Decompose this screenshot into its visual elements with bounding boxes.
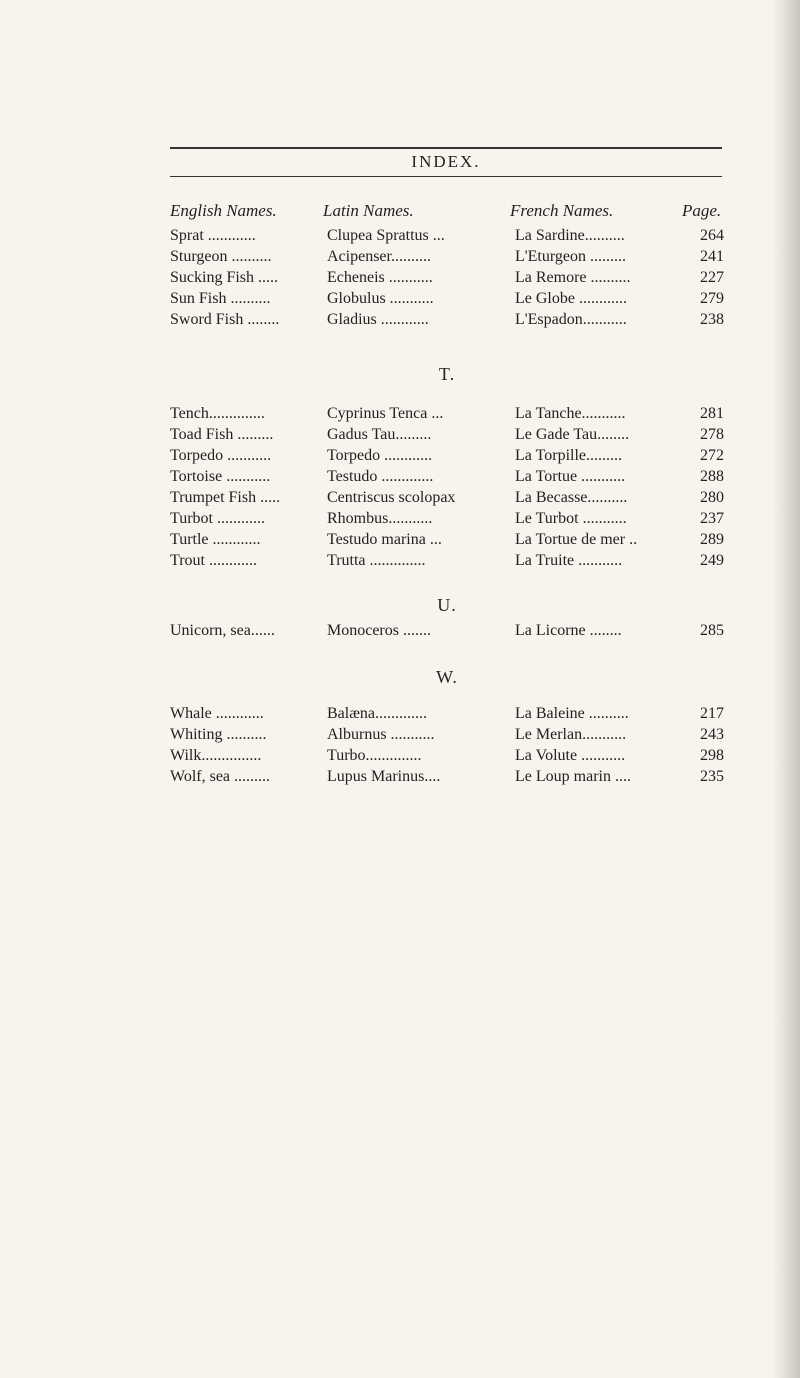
page-number: 272 [700, 447, 724, 464]
french-name: La Truite ........... [515, 552, 623, 569]
latin-name: Acipenser.......... [327, 248, 431, 265]
page-number: 249 [700, 552, 724, 569]
column-header-latin: Latin Names. [323, 201, 414, 220]
latin-name: Echeneis ........... [327, 269, 433, 286]
page-number: 280 [700, 489, 724, 506]
english-name: Whale ............ [170, 705, 264, 722]
french-name: Le Turbot ........... [515, 510, 627, 527]
latin-name: Alburnus ........... [327, 726, 435, 743]
page-number: 285 [700, 622, 724, 639]
french-name: Le Globe ............ [515, 290, 627, 307]
page-number: 217 [700, 705, 724, 722]
page-number: 227 [700, 269, 724, 286]
page-number: 298 [700, 747, 724, 764]
header-rule-bottom [170, 176, 722, 177]
index-entry [170, 309, 724, 330]
index-entry [170, 487, 724, 508]
index-entry [170, 246, 724, 267]
latin-name: Turbo.............. [327, 747, 422, 764]
latin-name: Trutta .............. [327, 552, 426, 569]
page-number: 281 [700, 405, 724, 422]
english-name: Sun Fish .......... [170, 290, 271, 307]
french-name: Le Loup marin .... [515, 768, 631, 785]
page-number: 238 [700, 311, 724, 328]
latin-name: Testudo ............. [327, 468, 434, 485]
page-number: 288 [700, 468, 724, 485]
english-name: Sucking Fish ..... [170, 269, 279, 286]
latin-name: Centriscus scolopax [327, 489, 456, 506]
index-entry [170, 466, 724, 487]
english-name: Trumpet Fish ..... [170, 489, 281, 506]
index-entry [170, 529, 724, 550]
latin-name: Globulus ........... [327, 290, 434, 307]
english-name: Wilk............... [170, 747, 262, 764]
latin-name: Testudo marina ... [327, 531, 442, 548]
french-name: La Baleine .......... [515, 705, 629, 722]
english-name: Tench.............. [170, 405, 265, 422]
latin-name: Monoceros ....... [327, 622, 431, 639]
page-edge-shadow [772, 0, 800, 1378]
english-name: Sword Fish ........ [170, 311, 280, 328]
french-name: La Tortue de mer .. [515, 531, 638, 548]
latin-name: Balæna............. [327, 705, 427, 722]
french-name: La Sardine.......... [515, 227, 625, 244]
index-entry [170, 225, 724, 246]
section-letter: T. [438, 364, 456, 384]
column-header-page: Page. [682, 201, 722, 220]
french-name: La Tanche........... [515, 405, 626, 422]
index-entry [170, 508, 724, 529]
english-name: Sprat ............ [170, 227, 256, 244]
french-name: Le Merlan........... [515, 726, 627, 743]
english-name: Wolf, sea ......... [170, 768, 271, 785]
header-rule-top [170, 147, 722, 149]
english-name: Toad Fish ......... [170, 426, 274, 443]
french-name: La Volute ........... [515, 747, 626, 764]
latin-name: Rhombus........... [327, 510, 433, 527]
section-letter: W. [436, 667, 458, 687]
english-name: Turbot ............ [170, 510, 265, 527]
english-name: Whiting .......... [170, 726, 267, 743]
english-name: Torpedo ........... [170, 447, 272, 464]
latin-name: Gladius ............ [327, 311, 429, 328]
page-number: 279 [700, 290, 724, 307]
french-name: Le Gade Tau........ [515, 426, 630, 443]
index-entry [170, 424, 724, 445]
english-name: Trout ............ [170, 552, 257, 569]
latin-name: Lupus Marinus.... [327, 768, 441, 785]
english-name: Turtle ............ [170, 531, 261, 548]
column-header-english: English Names. [170, 201, 277, 220]
french-name: L'Espadon........... [515, 311, 627, 328]
column-header-french: French Names. [510, 201, 614, 220]
index-entry [170, 267, 724, 288]
french-name: La Remore .......... [515, 269, 631, 286]
section-letter: U. [437, 595, 457, 615]
page-number: 235 [700, 768, 724, 785]
latin-name: Torpedo ............ [327, 447, 433, 464]
index-entry [170, 445, 724, 466]
index-entry [170, 703, 724, 724]
page-number: 264 [700, 227, 724, 244]
latin-name: Cyprinus Tenca ... [327, 405, 444, 422]
english-name: Tortoise ........... [170, 468, 271, 485]
page-number: 237 [700, 510, 724, 527]
index-entry [170, 288, 724, 309]
index-entry [170, 724, 724, 745]
page-title: INDEX. [411, 152, 481, 171]
index-entry [170, 550, 724, 571]
page-number: 243 [700, 726, 724, 743]
index-entry [170, 620, 724, 641]
english-name: Sturgeon .......... [170, 248, 272, 265]
page-number: 241 [700, 248, 724, 265]
page-number: 278 [700, 426, 724, 443]
french-name: La Licorne ........ [515, 622, 622, 639]
french-name: La Torpille......... [515, 447, 623, 464]
latin-name: Clupea Sprattus ... [327, 227, 445, 244]
french-name: La Tortue ........... [515, 468, 626, 485]
index-entry [170, 403, 724, 424]
latin-name: Gadus Tau......... [327, 426, 432, 443]
french-name: L'Eturgeon ......... [515, 248, 627, 265]
index-entry [170, 766, 724, 787]
french-name: La Becasse.......... [515, 489, 628, 506]
english-name: Unicorn, sea...... [170, 622, 275, 639]
page-number: 289 [700, 531, 724, 548]
index-entry [170, 745, 724, 766]
